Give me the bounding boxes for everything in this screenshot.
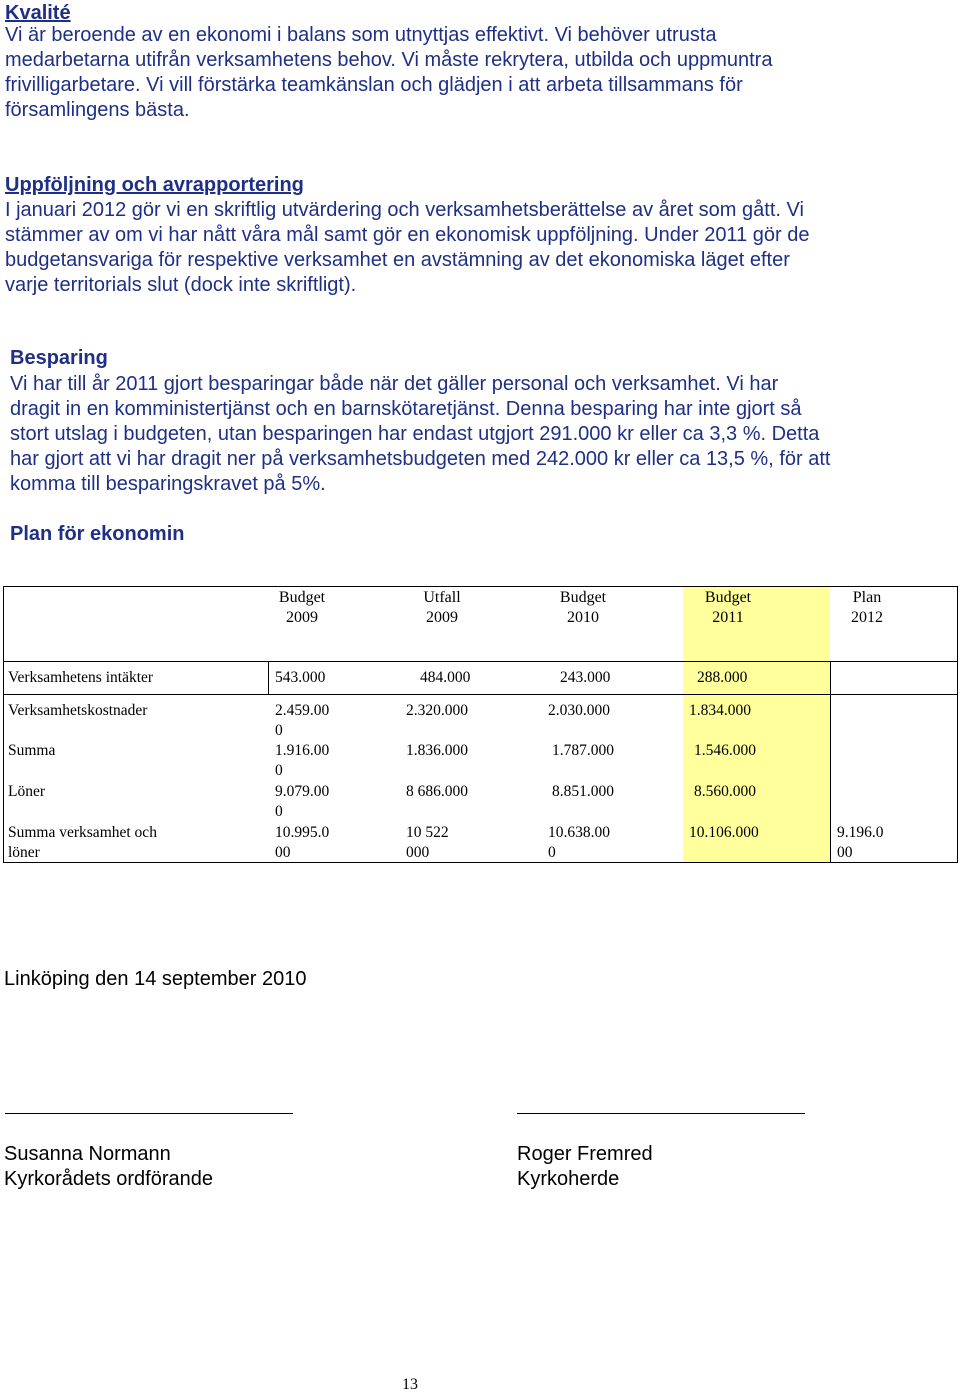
section-title-uppfoljning: Uppföljning och avrapportering	[5, 174, 304, 196]
table-cell: 2.320.000	[406, 702, 468, 719]
header-budget-2010: Budget 2010	[559, 589, 607, 626]
table-cell: 1.916.00 0	[275, 742, 330, 779]
table-cell: 543.000	[275, 669, 326, 686]
uppfoljning-line: I januari 2012 gör vi en skriftlig utvärdering och verksamhetsberättelse av året som gått. Vi	[5, 199, 804, 221]
row-label: Verksamhetskostnader	[8, 702, 148, 719]
besparing-line: har gjort att vi har dragit ner på verksamhetsbudgeten med 242.000 kr eller ca 13,5 %, för att	[10, 448, 831, 470]
table-cell: 1.834.000	[689, 702, 751, 719]
signatory-name: Susanna Normann	[4, 1143, 171, 1165]
row-label: Löner	[8, 783, 46, 800]
table-cell: 1.787.000	[552, 742, 614, 759]
kvalite-line: Vi är beroende av en ekonomi i balans som utnyttjas effektivt. Vi behöver utrusta	[5, 24, 717, 46]
header-budget-2009: Budget 2009	[278, 589, 326, 626]
table-cell: 10.995.0 00	[275, 824, 330, 861]
uppfoljning-line: stämmer av om vi har nått våra mål samt gör en ekonomisk uppföljning. Under 2011 gör de	[5, 224, 810, 246]
table-cell: 484.000	[420, 669, 471, 686]
signatory-role: Kyrkorådets ordförande	[4, 1168, 214, 1190]
page-number: 13	[402, 1376, 418, 1393]
table-cell: 10 522 000	[406, 824, 449, 861]
table-cell: 1.836.000	[406, 742, 468, 759]
table-cell: 10.638.00 0	[548, 824, 610, 861]
table-cell: 10.106.000	[689, 824, 759, 841]
kvalite-line: medarbetarna utifrån verksamhetens behov. Vi måste rekrytera, utbilda och uppmuntra	[5, 49, 773, 71]
signatory-name: Roger Fremred	[517, 1143, 653, 1165]
header-budget-2011: Budget 2011	[704, 589, 752, 626]
plan-title: Plan för ekonomin	[10, 523, 185, 545]
signature-line	[5, 1113, 293, 1114]
table-cell: 243.000	[560, 669, 611, 686]
section-title-besparing: Besparing	[10, 347, 108, 369]
besparing-line: Vi har till år 2011 gjort besparingar både när det gäller personal och verksamhet. Vi har	[10, 373, 779, 395]
row-label: Summa	[8, 742, 56, 759]
table-cell: 9.196.0 00	[837, 824, 884, 861]
besparing-line: stort utslag i budgeten, utan besparingen har endast utgjort 291.000 kr eller ca 3,3 %. Detta	[10, 423, 820, 445]
signatory-role: Kyrkoherde	[517, 1168, 620, 1190]
besparing-line: komma till besparingskravet på 5%.	[10, 473, 326, 495]
table-cell: 8.560.000	[694, 783, 756, 800]
table-cell: 288.000	[697, 669, 748, 686]
row-label: Verksamhetens intäkter	[8, 669, 154, 686]
section-title-kvalite: Kvalité	[5, 2, 71, 24]
besparing-line: dragit in en komministertjänst och en barnskötaretjänst. Denna besparing har inte gjort så	[10, 398, 802, 420]
table-cell: 9.079.00 0	[275, 783, 330, 820]
header-utfall-2009: Utfall 2009	[423, 589, 461, 626]
table-cell: 2.030.000	[548, 702, 610, 719]
uppfoljning-line: varje territorials slut (dock inte skriftligt).	[5, 274, 357, 296]
signature-line	[517, 1113, 805, 1114]
table-cell: 2.459.00 0	[275, 702, 330, 739]
kvalite-line: församlingens bästa.	[5, 99, 190, 121]
header-plan-2012: Plan 2012	[851, 589, 883, 626]
uppfoljning-line: budgetansvariga för respektive verksamhet en avstämning av det ekonomiska läget efter	[5, 249, 790, 271]
table-cell: 8.851.000	[552, 783, 614, 800]
table-cell: 1.546.000	[694, 742, 756, 759]
table-cell: 8 686.000	[406, 783, 468, 800]
row-label: Summa verksamhet och löner	[8, 824, 157, 861]
place-date: Linköping den 14 september 2010	[4, 968, 307, 990]
kvalite-line: frivilligarbetare. Vi vill förstärka teamkänslan och glädjen i att arbeta tillsammans för	[5, 74, 743, 96]
